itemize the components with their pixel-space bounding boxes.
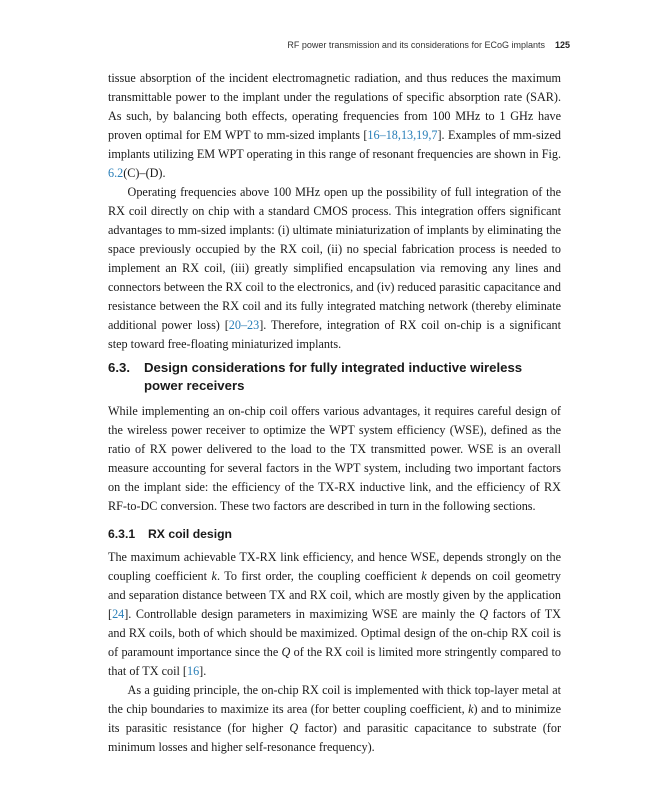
paragraph-text: ]. Controllable design parameters in maximizing WSE are mainly the xyxy=(124,607,480,621)
paragraph-text: (C)–(D). xyxy=(123,166,166,180)
citation-link[interactable]: 16 xyxy=(186,664,200,678)
paragraph-1 xyxy=(108,69,561,183)
body-block-2 xyxy=(108,402,561,516)
citation-link[interactable]: 16–18,13,19,7 xyxy=(367,128,438,142)
paragraph-text: factors of TX and RX coils, both of which should be maximized. Optimal design of the on-chip RX coil is of paramount importance since the xyxy=(108,607,561,659)
paragraph-text: ]. Examples of mm-sized implants utilizing EM WPT operating in this range of resonant frequencies are shown in Fig. xyxy=(108,128,561,161)
body-block-1 xyxy=(108,69,561,354)
subsection-title: RX coil design xyxy=(148,527,232,541)
paragraph-text: ) and to minimize its parasitic resistance (for higher xyxy=(108,702,561,735)
paragraph-3: While implementing an on-chip coil offers various advantages, it requires careful design of the wireless power receiver to optimize the WPT system efficiency (WSE), defined as the ratio of RX power delivered to the load to the TX transmitted power. WSE is an overall measure accounting for several factors in the WPT system, including two important factors on the implant side: the efficiency of the TX-RX inductive link, and the efficiency of RX RF-to-DC conversion. These two factors are described in turn in the following sections. xyxy=(108,404,561,513)
math-variable: Q xyxy=(479,607,489,621)
section-title-line2: power receivers xyxy=(144,378,245,393)
section-heading-6-3-1 xyxy=(108,526,561,542)
math-variable: k xyxy=(468,702,474,716)
paragraph-text: depends on coil geometry and separation distance between TX and RX coil, which are mostly given by the application [ xyxy=(108,569,562,621)
paragraph-text: tissue absorption of the incident electromagnetic radiation, and thus reduces the maximum transmittable power to the implant under the regulations of specific absorption rate (SAR). As such, by balancing both effects, operating frequencies from 100 MHz to 1 GHz have proven optimal for EM WPT to mm-sized implants [ xyxy=(108,71,561,142)
paragraph-text: Operating frequencies above 100 MHz open up the possibility of full integration of the RX coil directly on chip with a standard CMOS process. This integration offers significant advantages to mm-sized implants: (i) ultimate miniaturization of implants by eliminating the space previously occupied by the RX coil, (ii) no special fabrication process is needed to implement an RX coil, (iii) greatly simplified encapsulation via removing any lines and connectors between the RX coil to the electronics, and (iv) reduced parasitic capacitance and resistance between the RX coil and its fully integrated matching network (thereby eliminate additional power loss) [ xyxy=(108,185,561,332)
section-number: 6.3. xyxy=(108,360,130,375)
paragraph-text: factor) and parasitic capacitance to substrate (for minimum losses and higher self-resonance frequency). xyxy=(108,721,561,754)
page-number: 125 xyxy=(554,40,570,50)
running-header xyxy=(100,40,570,50)
paragraph-text: ]. xyxy=(199,664,207,678)
running-title: RF power transmission and its considerations for ECoG implants xyxy=(287,40,545,50)
paragraph-text: of the RX coil is limited more stringently compared to that of TX coil [ xyxy=(108,645,561,678)
citation-link[interactable]: 24 xyxy=(112,607,125,621)
math-variable: k xyxy=(421,569,427,583)
math-variable: k xyxy=(211,569,217,583)
math-variable: Q xyxy=(281,645,291,659)
paragraph-text: . To first order, the coupling coefficient xyxy=(216,569,422,583)
paragraph-4 xyxy=(108,548,561,681)
paragraph-5 xyxy=(108,681,561,757)
paragraph-text: The maximum achievable TX-RX link efficiency, and hence WSE, depends strongly on the coupling coefficient xyxy=(108,550,561,583)
paragraph-text: As a guiding principle, the on-chip RX coil is implemented with thick top-layer metal at the chip boundaries to maximize its area (for better coupling coefficient, xyxy=(108,683,561,716)
paragraph-text: ]. Therefore, integration of RX coil on-chip is a significant step toward free-floating miniaturized implants. xyxy=(108,318,561,351)
paragraph-2 xyxy=(108,183,561,354)
citation-link[interactable]: 20–23 xyxy=(228,318,260,332)
figure-link[interactable]: 6.2 xyxy=(108,166,124,180)
section-heading-6-3 xyxy=(108,359,561,395)
section-title-line1: Design considerations for fully integrated inductive wireless xyxy=(144,360,523,375)
math-variable: Q xyxy=(289,721,299,735)
subsection-number: 6.3.1 xyxy=(108,527,136,541)
body-block-3 xyxy=(108,548,561,757)
